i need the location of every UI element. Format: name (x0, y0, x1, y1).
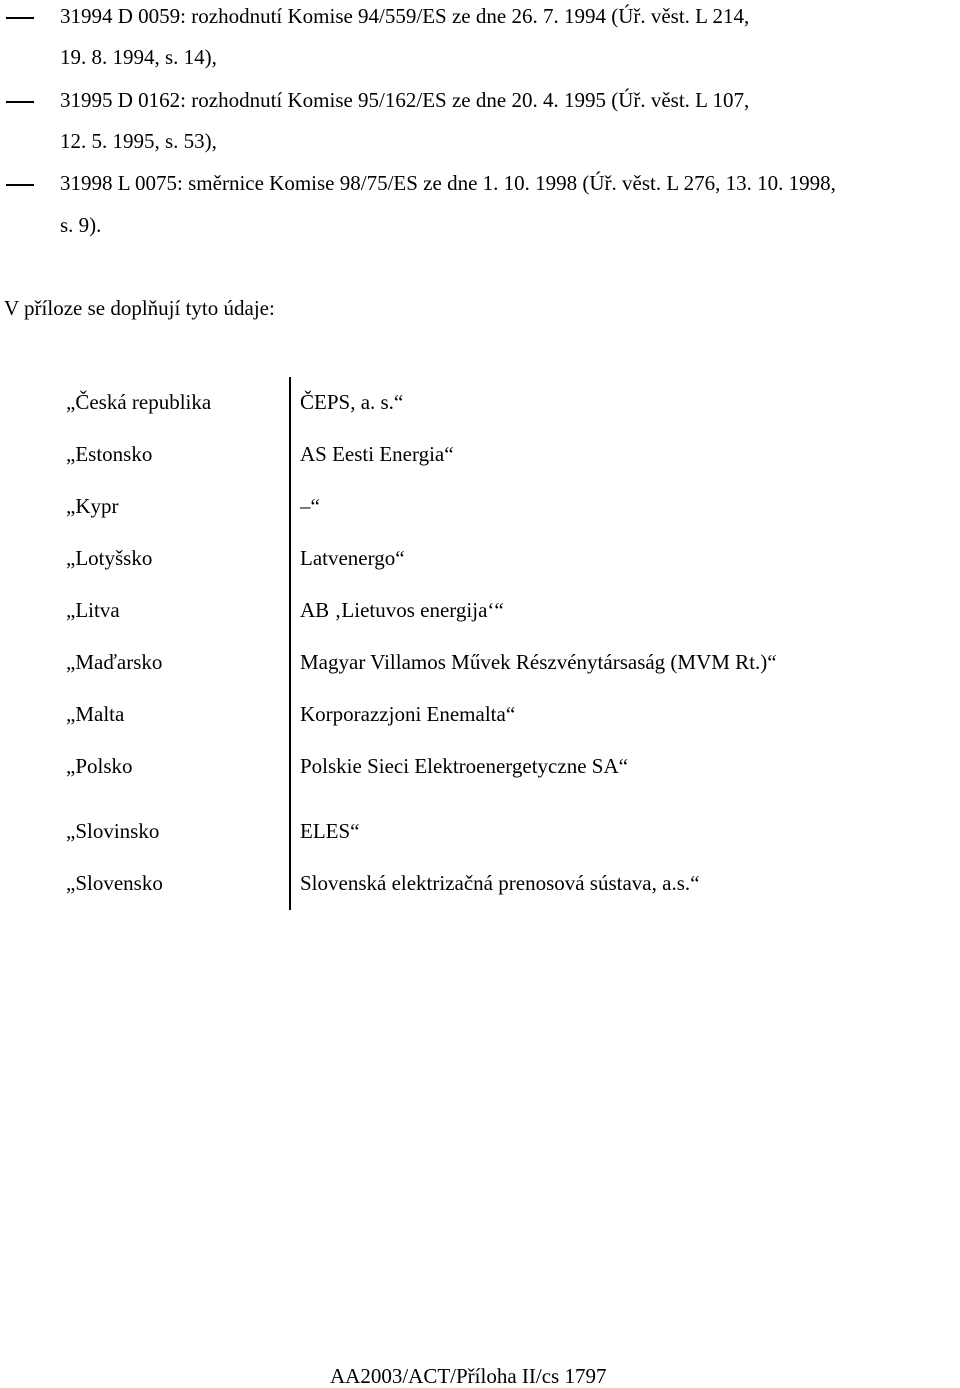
entity-cell: Magyar Villamos Művek Részvénytársaság (MVM Rt.)“ (300, 650, 777, 674)
entity-cell: Korporazzjoni Enemalta“ (300, 702, 516, 726)
reference-3-line-1: 31998 L 0075: směrnice Komise 98/75/ES ze dne 1. 10. 1998 (Úř. věst. L 276, 13. 10. 1998, (60, 171, 836, 195)
reference-1-line-2: 19. 8. 1994, s. 14), (60, 45, 217, 69)
country-cell: „Maďarsko (66, 650, 163, 674)
dash-bullet (6, 17, 34, 19)
entity-cell: ELES“ (300, 819, 360, 843)
country-cell: „Polsko (66, 754, 133, 778)
entity-cell: –“ (300, 494, 320, 518)
entity-cell: Polskie Sieci Elektroenergetyczne SA“ (300, 754, 628, 778)
entity-cell: Latvenergo“ (300, 546, 405, 570)
entity-cell: ČEPS, a. s.“ (300, 390, 404, 414)
dash-bullet (6, 184, 34, 186)
intro-text: V příloze se doplňují tyto údaje: (4, 296, 275, 320)
dash-bullet (6, 101, 34, 103)
country-cell: „Kypr (66, 494, 119, 518)
reference-1-line-1: 31994 D 0059: rozhodnutí Komise 94/559/ES ze dne 26. 7. 1994 (Úř. věst. L 214, (60, 4, 750, 28)
reference-2-line-2: 12. 5. 1995, s. 53), (60, 129, 217, 153)
reference-2-line-1: 31995 D 0162: rozhodnutí Komise 95/162/ES ze dne 20. 4. 1995 (Úř. věst. L 107, (60, 88, 750, 112)
country-cell: „Litva (66, 598, 120, 622)
reference-3-line-2: s. 9). (60, 213, 102, 237)
country-cell: „Malta (66, 702, 125, 726)
entity-cell: Slovenská elektrizačná prenosová sústava, a.s.“ (300, 871, 700, 895)
country-cell: „Estonsko (66, 442, 153, 466)
country-cell: „Lotyšsko (66, 546, 153, 570)
entity-cell: AB ‚Lietuvos energija‘“ (300, 598, 504, 622)
entity-cell: AS Eesti Energia“ (300, 442, 454, 466)
country-cell: „Slovensko (66, 871, 163, 895)
table-divider (289, 377, 291, 910)
country-cell: „Slovinsko (66, 819, 160, 843)
page-footer: AA2003/ACT/Příloha II/cs 1797 (330, 1364, 607, 1388)
country-cell: „Česká republika (66, 390, 212, 414)
